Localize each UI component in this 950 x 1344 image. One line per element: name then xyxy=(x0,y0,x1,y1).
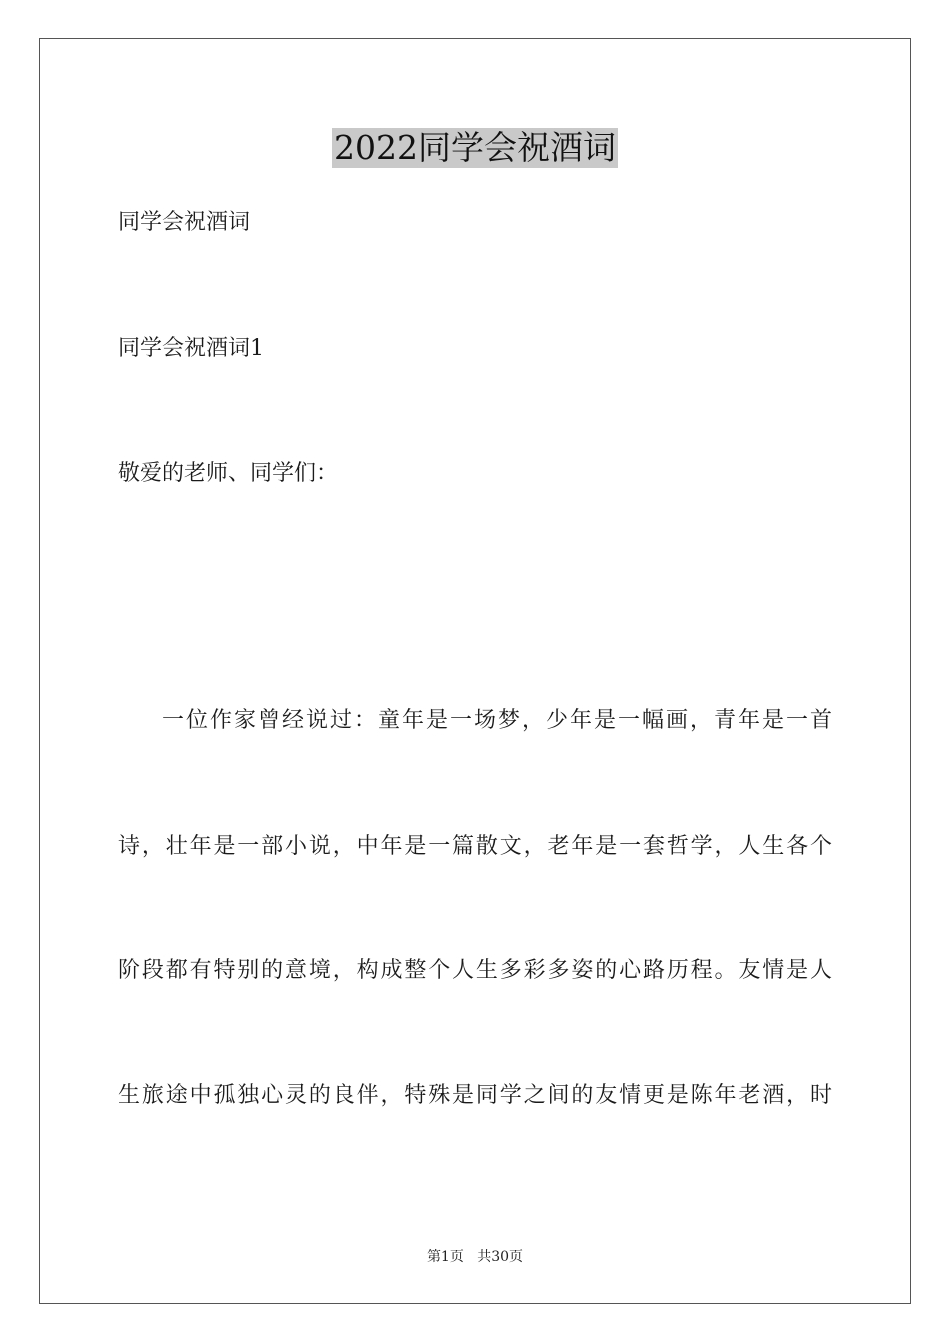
salutation: 敬爱的老师、同学们： xyxy=(118,461,339,486)
page-footer xyxy=(0,1248,950,1266)
document-title: 2022同学会祝酒词 xyxy=(334,128,616,167)
body-line-4: 生旅途中孤独心灵的良伴，特殊是同学之间的友情更是陈年老酒，时 xyxy=(118,1083,832,1108)
body-line-3: 阶段都有特别的意境，构成整个人生多彩多姿的心路历程。友情是人 xyxy=(118,958,832,983)
page-number: 第1页 xyxy=(426,1249,464,1265)
body-line-2: 诗，壮年是一部小说，中年是一篇散文，老年是一套哲学，人生各个 xyxy=(118,834,832,859)
body-line-1: 一位作家曾经说过：童年是一场梦，少年是一幅画，青年是一首 xyxy=(162,708,832,733)
page-total: 共30页 xyxy=(477,1249,524,1265)
title-container xyxy=(0,128,950,168)
section-heading: 同学会祝酒词1 xyxy=(118,336,264,361)
document-subtitle: 同学会祝酒词 xyxy=(118,210,251,235)
